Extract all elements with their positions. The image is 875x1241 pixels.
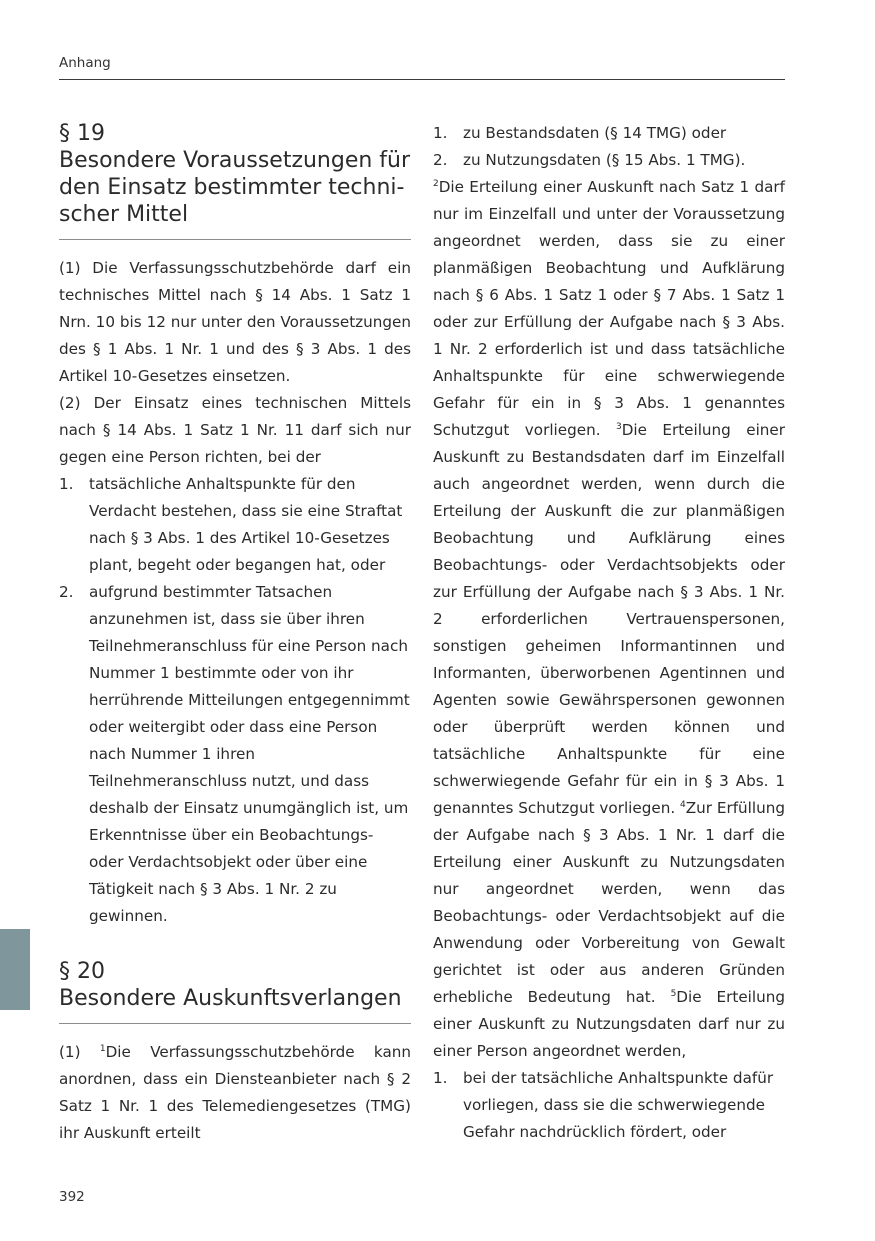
section-19-number: § 19 <box>59 121 105 146</box>
section-20-list-top <box>433 120 785 174</box>
list-item-text: aufgrund bestimmter Tatsachen anzunehmen ist, dass sie über ihren Teilnehmeranschluss für eine Person nach Nummer 1 bestimmte oder von ihr herrührende Mitteilungen entgegennimmt oder weitergibt oder dass eine Person nach Nummer 1 ihren Teilnehmeranschluss nutzt, und dass deshalb der Einsatz unumgänglich ist, um Erkenntnisse über ein Beobachtungs- oder Verdachtsobjekt oder über eine Tätigkeit nach § 3 Abs. 1 Nr. 2 zu gewinnen. <box>89 583 410 925</box>
section-20-divider <box>59 1023 411 1024</box>
list-item-number: 1. <box>433 124 448 142</box>
paragraph-prefix: (1) <box>59 1043 100 1061</box>
list-item <box>59 579 411 930</box>
section-19-divider <box>59 239 411 240</box>
list-item-text: zu Bestandsdaten (§ 14 TMG) oder <box>463 124 727 142</box>
sentence-text: Die Erteilung einer Auskunft nach Satz 1 darf nur im Einzelfall und unter der Voraussetzung angeordnet werden, dass sie zu einer planmäßigen Beobachtung und Aufklärung nach § 6 Abs. 1 Satz 1 oder § 7 Abs. 1 Satz 1 oder zur Erfüllung der Aufgabe nach § 3 Abs. 1 Nr. 2 erforderlich ist und dass tatsächliche Anhaltspunkte für eine schwerwiegende Gefahr für ein in § 3 Abs. 1 genanntes Schutzgut vorliegen. <box>433 178 785 439</box>
section-19-paragraph-2: (2) Der Einsatz eines technischen Mittels nach § 14 Abs. 1 Satz 1 Nr. 11 darf sich nur gegen eine Person richten, bei der <box>59 394 411 466</box>
list-item-number: 1. <box>433 1069 448 1087</box>
list-item <box>433 1065 785 1146</box>
sentence-text: Die Erteilung einer Auskunft zu Bestandsdaten darf im Einzelfall auch angeordnet werden, wenn durch die Erteilung der Auskunft die zur planmäßigen Beobachtung und Aufklärung eines Beobachtungs- oder Verdachtsobjekts oder zur Erfüllung der Aufgabe nach § 3 Abs. 1 Nr. 2 erforderlichen Vertrauenspersonen, sonstigen geheimen Informantinnen und Informanten, überworbenen Agentinnen und Agenten sowie Gewährspersonen gewonnen oder überprüft werden können und tatsächliche Anhaltspunkte für eine schwerwiegende Gefahr für ein in § 3 Abs. 1 genanntes Schutzgut vorliegen. <box>433 421 785 817</box>
section-19-title-line: den Einsatz bestimmter techni- <box>59 175 405 200</box>
list-item-text: zu Nutzungsdaten (§ 15 Abs. 1 TMG). <box>463 151 746 169</box>
left-column <box>59 120 411 1147</box>
section-19-heading <box>59 120 411 228</box>
running-header: Anhang <box>59 55 111 71</box>
list-item-text: bei der tatsächliche Anhaltspunkte dafür vorliegen, dass sie die schwerwiegende Gefahr nachdrücklich fördert, oder <box>463 1069 774 1141</box>
section-20-heading <box>59 958 411 1012</box>
section-19-paragraph-1: (1) Die Verfassungsschutzbehörde darf ein technisches Mittel nach § 14 Abs. 1 Satz 1 Nrn. 10 bis 12 nur unter den Voraussetzungen des § 1 Abs. 1 Nr. 1 und des § 3 Abs. 1 des Artikel 10-Gesetzes einsetzen. <box>59 259 411 385</box>
paragraph-text: Die Verfassungsschutzbehörde kann anordnen, dass ein Diensteanbieter nach § 2 Satz 1 Nr. 1 des Telemediengesetzes (TMG) ihr Auskunft erteilt <box>59 1043 411 1142</box>
section-20-list-bottom <box>433 1065 785 1146</box>
list-item-number: 2. <box>433 151 448 169</box>
sentence-number: 2 <box>433 178 439 189</box>
list-item-number: 2. <box>59 583 74 601</box>
section-19-list <box>59 471 411 930</box>
list-item-number: 1. <box>59 475 74 493</box>
page-number: 392 <box>59 1189 85 1205</box>
sentence-number: 5 <box>670 988 677 999</box>
list-item <box>433 120 785 147</box>
section-20-body <box>433 174 785 1065</box>
right-column <box>433 120 785 1146</box>
sentence-number: 3 <box>615 421 622 432</box>
sentence-text: Zur Erfüllung der Aufgabe nach § 3 Abs. 1 Nr. 1 darf die Erteilung einer Auskunft zu Nutzungsdaten nur angeordnet werden, wenn das Beobachtungs- oder Verdachtsobjekt auf die Anwendung oder Vorbereitung von Gewalt gerichtet ist oder aus anderen Gründen erhebliche Bedeutung hat. <box>433 799 785 1006</box>
list-item <box>433 147 785 174</box>
section-20-title: Besondere Auskunftsverlangen <box>59 986 402 1011</box>
section-19-title-line: scher Mittel <box>59 202 189 227</box>
sentence-text: Die Erteilung einer Auskunft zu Nutzungsdaten darf nur zu einer Person angeordnet werden, <box>433 988 786 1060</box>
section-20-number: § 20 <box>59 959 105 984</box>
section-19-title-line: Besondere Voraussetzungen für <box>59 148 411 173</box>
sentence-number: 4 <box>680 799 686 810</box>
sentence-number: 1 <box>99 1043 106 1054</box>
header-divider <box>59 79 785 80</box>
list-item <box>59 471 411 579</box>
chapter-side-tab <box>0 929 30 1010</box>
section-20-paragraph-1 <box>59 1039 411 1147</box>
list-item-text: tatsächliche Anhaltspunkte für den Verdacht bestehen, dass sie eine Straftat nach § 3 Abs. 1 des Artikel 10-Gesetzes plant, begeht oder begangen hat, oder <box>89 475 403 574</box>
